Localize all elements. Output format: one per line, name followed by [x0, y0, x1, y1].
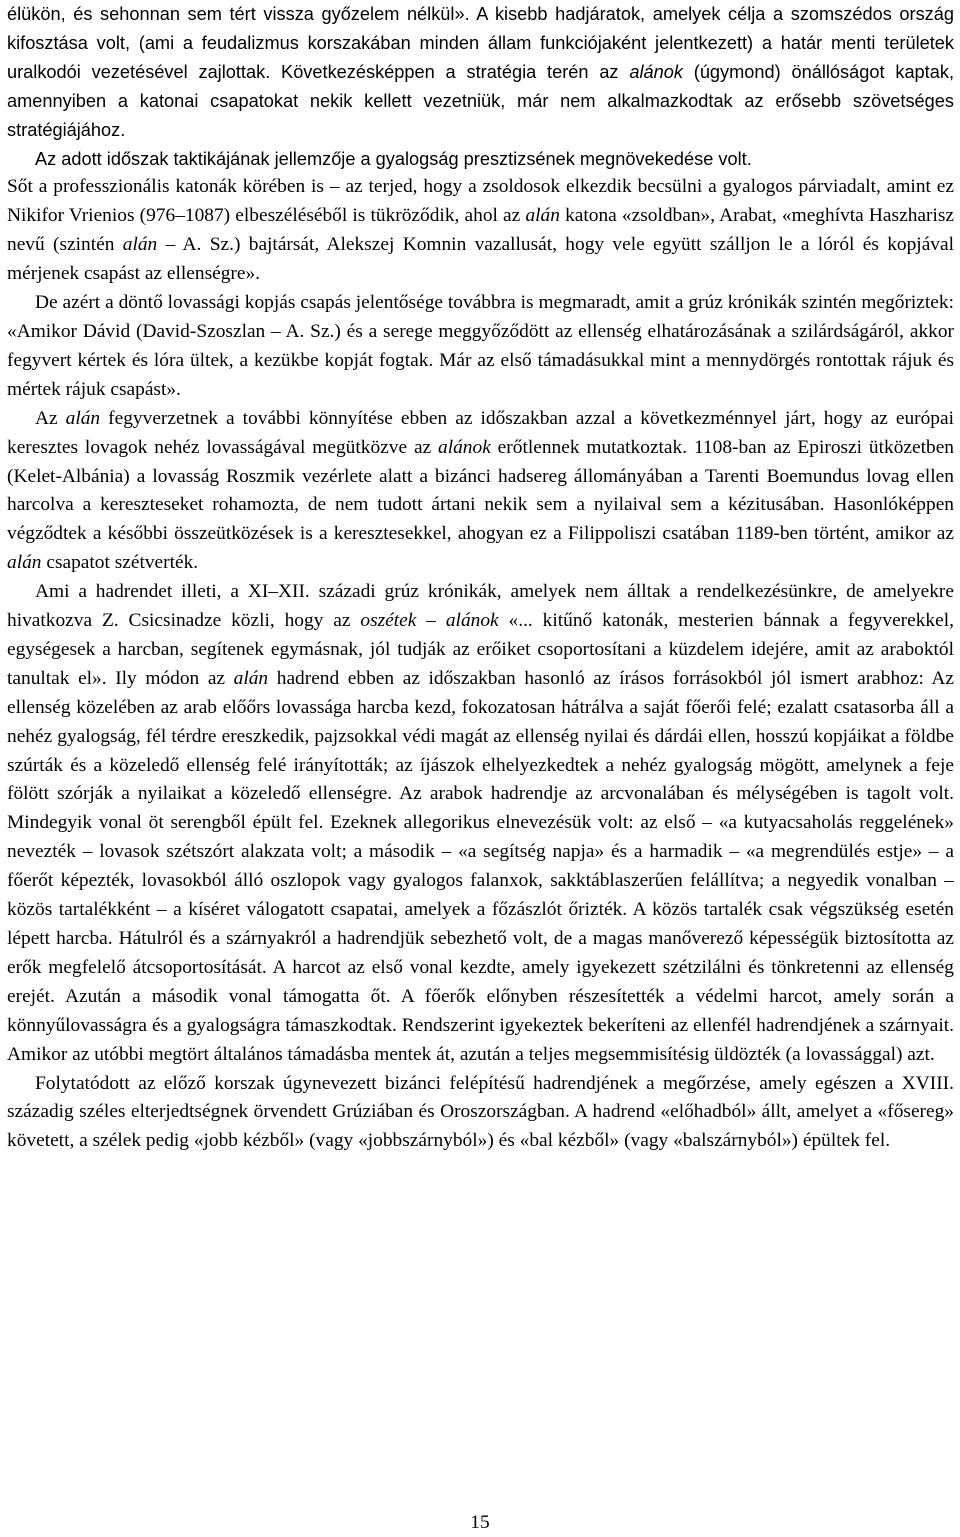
italic-text: alán — [525, 205, 560, 227]
body-text — [7, 0, 954, 1156]
text-run: katona «zsoldban», Arabat, «meghívta Haszharisz nevű (szintén — [7, 205, 954, 256]
italic-text: oszétek – alánok — [360, 610, 499, 632]
text-run: Az — [35, 407, 66, 429]
italic-text: alán — [7, 552, 42, 574]
italic-text: alán — [233, 667, 269, 689]
italic-text: alánok — [438, 436, 491, 458]
text-run: Sőt a professzionális katonák körében is – az terjed, hogy a zsoldosok elkezdik becsülni a gyalogos párviadalt, amint ez Nikifor Vrienios (976–1087) elbeszéléséből is tükröződik, ahol az — [7, 176, 954, 227]
text-run: – A. Sz.) bajtársát, Alekszej Komnin vazallusát, hogy vele együtt szálljon le a lóról és kopjával mérjenek csapást az ellenségre». — [7, 234, 954, 285]
italic-text: alánok — [629, 61, 683, 82]
paragraph — [7, 173, 954, 289]
text-run: erőtlennek mutatkoztak. 1108-ban az Epiroszi ütközetben (Kelet-Albánia) a lovasság Roszmik vezérlete alatt a bizánci hadsereg állományában a Tarenti Boemundus lovag ellen harcolva a kereszteseket rohamozta, de nem tudott ártani nekik sem a nyilaival sem a kézitusában. Hasonlóképpen végződtek a későbbi összeütközések is a keresztesekkel, ahogyan ez a Filippoliszi csatában 1189-ben történt, amikor az — [7, 436, 954, 545]
text-run: hadrend ebben az időszakban hasonló az írásos forrásokból jól ismert arabhoz: Az ellenség közelében az arab előőrs lovassága harcba kezd, fokozatosan hátrálva a saját főerői felé; ezalatt csatasorba áll a nehéz gyalogság, fél térdre ereszkedik, pajzsokkal védi magát az ellenség nyilai és dárdái ellen, hosszú kopjáikat a földbe szúrták és a közeledő ellenség felé irányították; az íjászok elhelyezkedtek a nehéz gyalogság mögött, amelynek a feje fölött szórják a nyilaikat a közeledő ellenségre. Az arabok hadrendje az arcvonalában és mélységében is tagolt volt. Mindegyik vonal öt serengből épült fel. Ezeknek allegorikus elnevezésük volt: az első – «a kutyacsaholás reggelének» nevezték – lovasok szétszórt alakzata volt; a második – «a segítség napja» és a harmadik – «a megrendülés estje» – a főerőt képezték, lovasokból álló oszlopok vagy gyalogos falanxok, sakktáblaszerűen felállítva; a negyedik vonalban – közös tartalékként – a kíséret válogatott csapatai, amelyek a főzászlót őrizték. A közös tartalék csak végszükség esetén lépett harcba. Hátulról és a szárnyakról a hadrendjük sebezhető volt, de a magas manőverező képességük biztosította az erők megfelelő átcsoportosítását. A harcot az első vonal kezdte, amely igyekezett szétzilálni és tönkretenni az ellenség erejét. Azután a második vonal támogatta őt. A főerők előnyben részesítették a védelmi harcot, amely során a könnyűlovasságra és a gyalogságra támaszkodtak. Rendszerint igyekeztek bekeríteni az ellenfél hadrendjének a szárnyait. Amikor az utóbbi megtört általános támadásba mentek át, azután a teljes megsemmisítésig üldözték (a lovassággal) azt. — [7, 667, 954, 1065]
text-run: «... kitűnő katonák, mesterien bánnak a fegyverekkel, egységesek a harcban, segítenek egymásnak, jól tudják az erőiket csoportosítani a küzdelem idejére, amit az araboktól tanultak el». Ily módon az — [7, 610, 954, 689]
text-run: Ami a hadrendet illeti, a XI–XII. századi grúz krónikák, amelyek nem álltak a rendelkezésünkre, de amelyekre hivatkozva Z. Csicsinadze közli, hogy az — [7, 581, 954, 632]
paragraph — [7, 145, 954, 174]
text-run: (úgymond) önállóságot kaptak, amennyiben a katonai csapatokat nekik kellett vezetniük, már nem alkalmazkodtak az erősebb szövetséges stratégiájához. — [7, 61, 954, 140]
text-run: csapatot szétverték. — [41, 552, 199, 574]
paragraph — [7, 1070, 954, 1157]
paragraph — [7, 405, 954, 578]
text-run: Az adott időszak taktikájának jellemzője a gyalogság presztizsének megnövekedése volt. — [35, 148, 752, 169]
document-page — [7, 0, 954, 1156]
paragraph — [7, 289, 954, 405]
paragraph — [7, 0, 954, 145]
italic-text: alán — [65, 407, 101, 429]
text-run: élükön, és sehonnan sem tért vissza győzelem nélkül». A kisebb hadjáratok, amelyek célja a szomszédos ország kifosztása volt, (ami a feudalizmus korszakában minden állam funkciójaként jelentkezett) a határ menti területek uralkodói vezetésével zajlottak. Következésképpen a stratégia terén az — [7, 4, 954, 82]
italic-text: alán — [122, 234, 158, 256]
text-run: Folytatódott az előző korszak úgynevezett bizánci felépítésű hadrendjének a megőrzése, amely egészen a XVIII. századig széles elterjedtségnek örvendett Grúziában és Oroszországban. A hadrend «előhadból» állt, amelyet a «fősereg» követett, a szélek pedig «jobb kézből» (vagy «jobbszárnyból») és «bal kézből» (vagy «balszárnyból») épültek fel. — [7, 1072, 954, 1152]
text-run: De azért a döntő lovassági kopjás csapás jelentősége továbbra is megmaradt, amit a grúz krónikák szintén megőriztek: «Amikor Dávid (David-Szoszlan – A. Sz.) és a serege meggyőződött az ellenség elhatározásának a szilárdságáról, akkor fegyvert kértek és lóra ültek, a kezükbe kopját fogtak. Már az első támadásukkal mint a mennydörgés rontottak rájuk és mértek rájuk csapást». — [7, 292, 954, 400]
page-number: 15 — [470, 1512, 490, 1533]
paragraph — [7, 578, 954, 1069]
text-run: fegyverzetnek a további könnyítése ebben az időszakban azzal a következménnyel járt, hogy az európai keresztes lovagok nehéz lovasságával megütközve az — [7, 407, 954, 458]
